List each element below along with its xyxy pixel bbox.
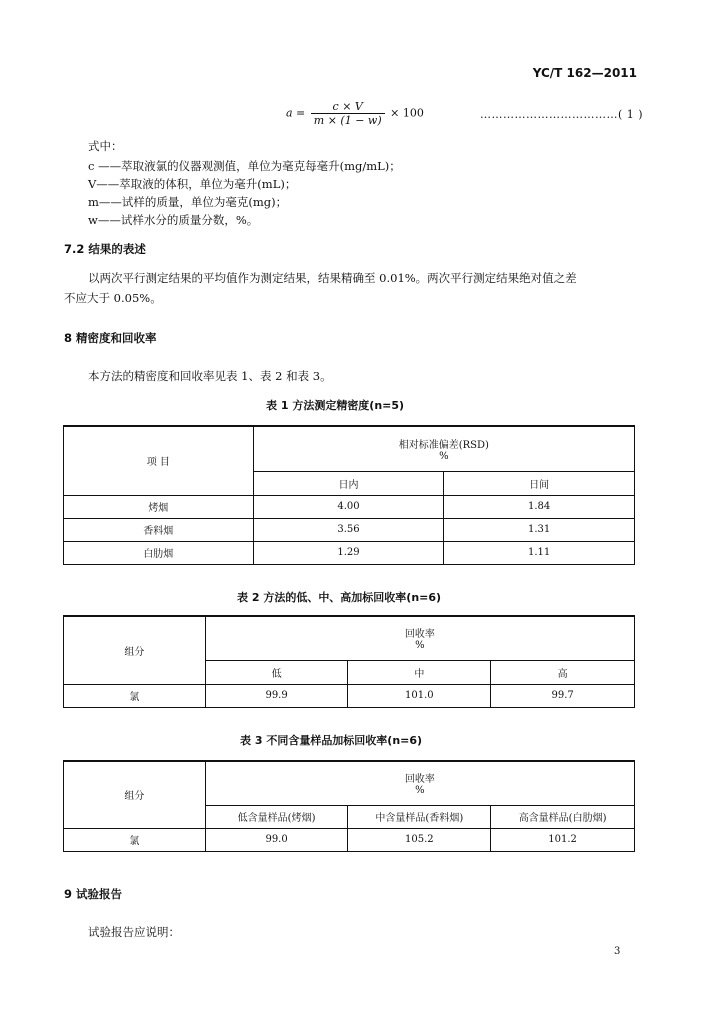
table-cell: 99.7 [491,684,635,707]
table-group-header [205,761,634,805]
row-label: 香料烟 [64,518,254,541]
table-2-caption: 表 2 方法的低、中、高加标回收率(n=6) [237,591,442,604]
section-heading-7-2: 7.2 结果的表述 [64,242,146,256]
table-cell: 1.31 [444,518,635,541]
table-group-header [253,426,634,471]
where-item: c ——萃取液氯的仪器观测值，单位为毫克每毫升(mg/mL)； [88,159,401,173]
formula-factor: × 100 [390,106,424,120]
table-header-item: 项 目 [64,426,254,495]
table-cell: 1.84 [444,495,635,518]
column-header: 日间 [444,471,635,495]
table-header-item: 组分 [64,761,206,828]
formula-fraction [311,100,385,127]
section-heading-9: 9 试验报告 [64,887,123,901]
column-header: 低含量样品(烤烟) [205,805,348,828]
where-item: m——试样的质量，单位为毫克(mg)； [88,195,288,209]
group-header-unit: % [415,785,425,797]
where-item: V——萃取液的体积，单位为毫升(mL)； [88,177,297,191]
table-cell: 99.0 [205,828,348,851]
paragraph-line: 不应大于 0.05%。 [64,291,162,305]
column-header: 高含量样品(白肋烟) [491,805,635,828]
table-header-item: 组分 [64,616,206,684]
formula-numerator: c × V [311,100,385,114]
column-header: 日内 [253,471,444,495]
table-cell: 101.0 [348,684,491,707]
group-header-line: 回收率 [404,774,435,786]
column-header: 低 [205,660,348,684]
row-label: 氯 [64,828,206,851]
table-cell: 3.56 [253,518,444,541]
column-header: 中含量样品(香料烟) [348,805,491,828]
standard-number: YC/T 162—2011 [532,66,637,80]
column-header: 中 [348,660,491,684]
paragraph: 试验报告应说明： [88,925,180,939]
table-3 [63,760,635,852]
where-title: 式中： [88,139,123,153]
table-group-header [205,616,634,660]
equation-number: ………………………………( 1 ) [480,108,644,121]
table-cell: 101.2 [491,828,635,851]
group-header-line: 回收率 [404,629,435,641]
formula [286,100,424,127]
row-label: 烤烟 [64,495,254,518]
paragraph: 本方法的精密度和回收率见表 1、表 2 和表 3。 [88,369,332,383]
group-header-line: 相对标准偏差(RSD) [398,439,489,451]
group-header-unit: % [415,640,425,652]
table-cell: 1.29 [253,541,444,564]
formula-lhs: a = [286,106,306,120]
table-1-caption: 表 1 方法测定精密度(n=5) [266,399,405,412]
row-label: 白肋烟 [64,541,254,564]
row-label: 氯 [64,684,206,707]
table-cell: 4.00 [253,495,444,518]
group-header-unit: % [439,450,449,462]
page-number: 3 [614,946,621,957]
where-item: w——试样水分的质量分数，%。 [88,213,259,227]
paragraph-line: 以两次平行测定结果的平均值作为测定结果，结果精确至 0.01%。两次平行测定结果绝对值之差 [88,271,577,285]
table-cell: 99.9 [205,684,348,707]
table-cell: 1.11 [444,541,635,564]
formula-denominator: m × (1 − w) [313,114,382,127]
column-header: 高 [491,660,635,684]
table-2 [63,615,635,708]
table-cell: 105.2 [348,828,491,851]
table-1 [63,425,635,565]
section-heading-8: 8 精密度和回收率 [64,331,157,345]
table-3-caption: 表 3 不同含量样品加标回收率(n=6) [240,734,423,747]
